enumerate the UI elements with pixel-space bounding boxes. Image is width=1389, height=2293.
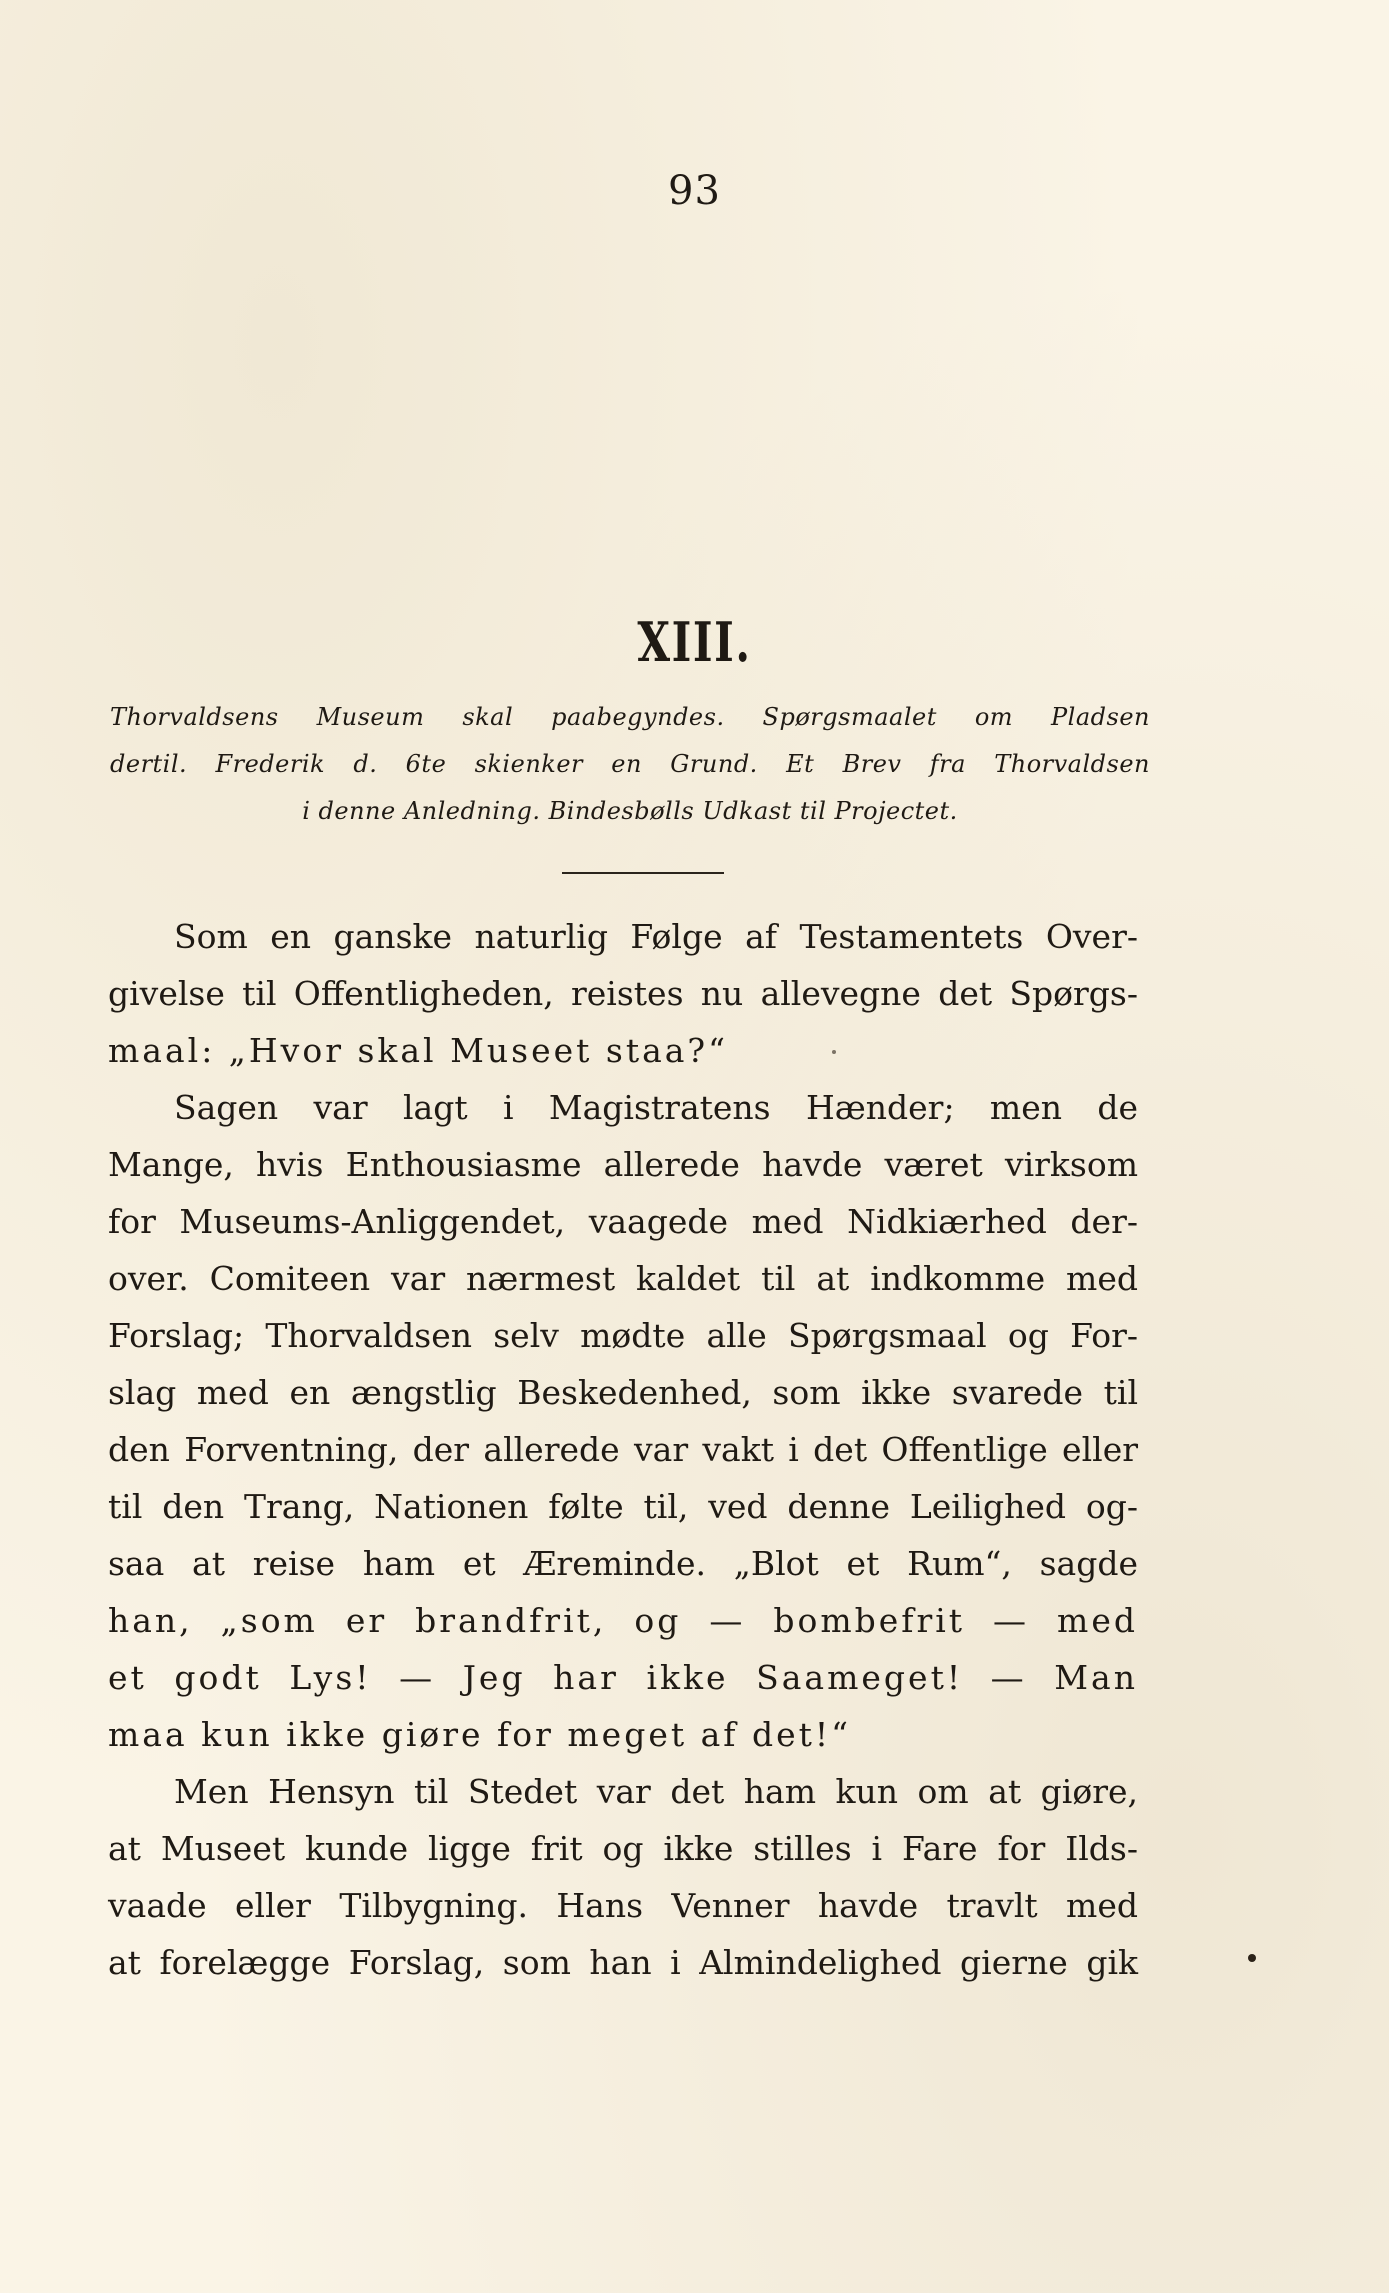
text-line: han, „som er brandfrit, og — bombefrit — med — [108, 1601, 1138, 1640]
text-line: Mange, hvis Enthousiasme allerede havde været virksom — [108, 1145, 1138, 1184]
text-line: for Museums-Anliggendet, vaagede med Nidkiærhed der- — [108, 1202, 1138, 1241]
page-number: 93 — [668, 168, 721, 214]
text-line: til den Trang, Nationen følte til, ved denne Leilighed og- — [108, 1487, 1138, 1526]
text-line: Men Hensyn til Stedet var det ham kun om at giøre, — [174, 1772, 1138, 1811]
summary-line: i denne Anledning. Bindesbølls Udkast til Projectet. — [302, 797, 958, 825]
text-line: maa kun ikke giøre for meget af det!“ — [108, 1715, 852, 1754]
chapter-heading: XIII. — [637, 610, 752, 674]
text-line: at forelægge Forslag, som han i Almindelighed gierne gik — [108, 1943, 1138, 1982]
text-line: et godt Lys! — Jeg har ikke Saameget! — Man — [108, 1658, 1138, 1697]
text-line: over. Comiteen var nærmest kaldet til at indkomme med — [108, 1259, 1138, 1298]
text-line: saa at reise ham et Æreminde. „Blot et Rum“, sagde — [108, 1544, 1138, 1583]
ink-speck — [832, 1050, 836, 1054]
summary-line: Thorvaldsens Museum skal paabegyndes. Spørgsmaalet om Pladsen — [110, 703, 1150, 731]
text-line: den Forventning, der allerede var vakt i det Offentlige eller — [108, 1430, 1138, 1469]
text-line: maal: „Hvor skal Museet staa?“ — [108, 1031, 728, 1070]
text-line: givelse til Offentligheden, reistes nu allevegne det Spørgs- — [108, 974, 1138, 1013]
text-line: Som en ganske naturlig Følge af Testamentets Over- — [174, 917, 1138, 956]
text-line: Sagen var lagt i Magistratens Hænder; men de — [174, 1088, 1138, 1127]
text-line: at Museet kunde ligge frit og ikke stilles i Fare for Ilds- — [108, 1829, 1138, 1868]
text-line: vaade eller Tilbygning. Hans Venner havde travlt med — [108, 1886, 1138, 1925]
body-text — [108, 908, 1138, 1991]
text-line: slag med en ængstlig Beskedenhed, som ikke svarede til — [108, 1373, 1138, 1412]
ink-speck — [1248, 1954, 1256, 1962]
chapter-summary — [110, 694, 1150, 835]
section-divider — [562, 872, 724, 874]
text-line: Forslag; Thorvaldsen selv mødte alle Spørgsmaal og For- — [108, 1316, 1138, 1355]
summary-line: dertil. Frederik d. 6te skienker en Grund. Et Brev fra Thorvaldsen — [110, 750, 1150, 778]
